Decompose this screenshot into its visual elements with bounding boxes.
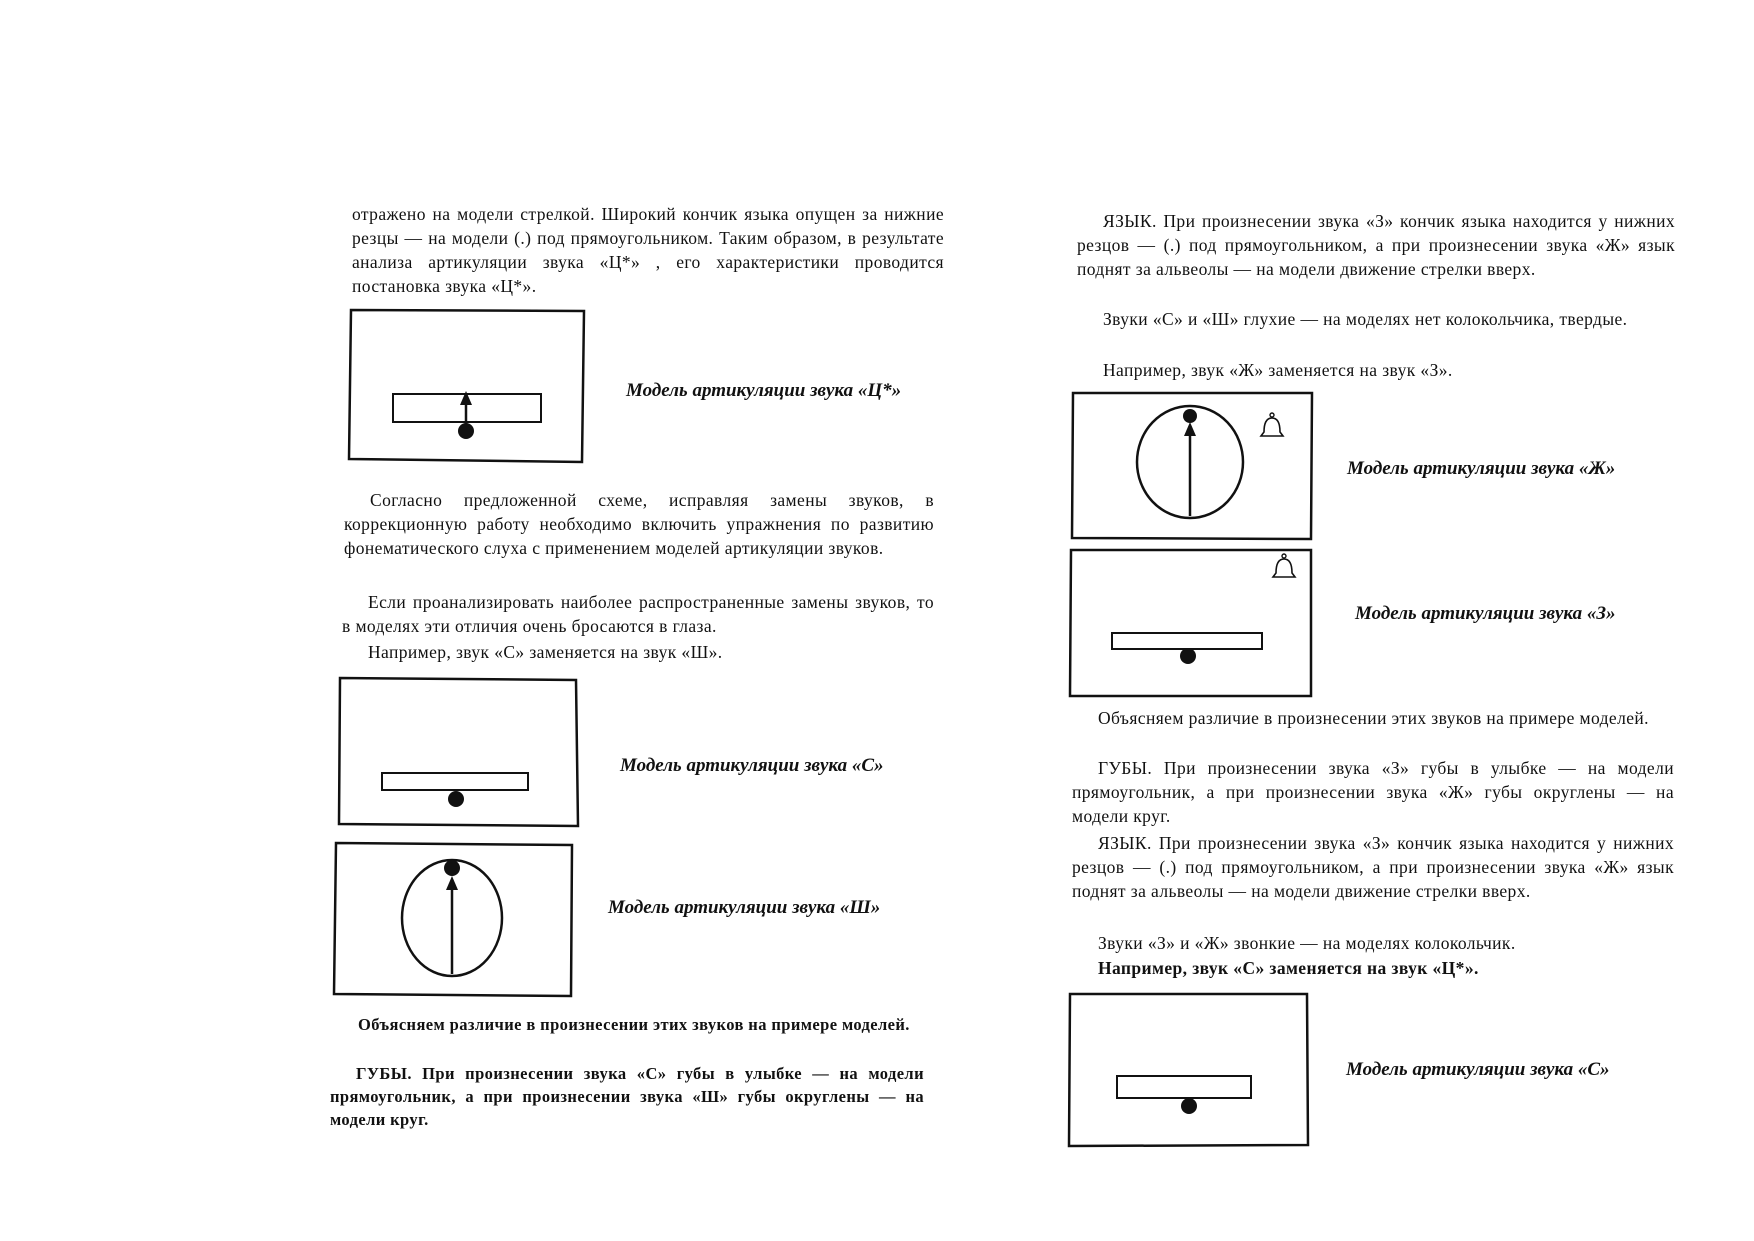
tongue-tip-dot bbox=[444, 860, 460, 876]
model-z-diagram bbox=[1068, 547, 1314, 699]
lips-rectangle bbox=[1117, 1076, 1251, 1098]
analysis-paragraph: Если проанализировать наиболее распространенные замены звуков, то в моделях эти отличия очень бросаются в глаза. bbox=[342, 592, 934, 636]
model-ts-diagram bbox=[346, 307, 590, 465]
explain-right-paragraph: Объясняем различие в произнесении этих звуков на примере моделей. bbox=[1098, 708, 1649, 728]
bell-icon bbox=[1261, 413, 1283, 436]
lips-right-paragraph: ГУБЫ. При произнесении звука «З» губы в улыбке — на модели прямоугольник, а при произнесении звука «Ж» губы округлены — на модели круг. bbox=[1072, 758, 1674, 826]
arrow-head bbox=[1184, 422, 1196, 436]
voiceless-paragraph: Звуки «С» и «Ш» глухие — на моделях нет колокольчика, твердые. bbox=[1103, 309, 1628, 329]
tongue-tip-dot bbox=[448, 791, 464, 807]
model-zh-diagram bbox=[1070, 390, 1315, 542]
example-ts-paragraph: Например, звук «С» заменяется на звук «Ц*». bbox=[1098, 958, 1479, 978]
figure-caption-sh: Модель артикуляции звука «Ш» bbox=[608, 897, 881, 918]
model-s-diagram bbox=[336, 675, 581, 830]
frame bbox=[1070, 550, 1311, 696]
frame bbox=[349, 310, 584, 462]
example-paragraph: Например, звук «С» заменяется на звук «Ш». bbox=[368, 642, 723, 662]
figure-caption-s-right: Модель артикуляции звука «С» bbox=[1346, 1059, 1610, 1080]
intro-paragraph: отражено на модели стрелкой. Широкий кончик языка опущен за нижние резцы — на модели (.) под прямоугольником. Таким образом, в результате анализа артикуляции звука «Ц*» , его характеристики проводится постановка звука «Ц*». bbox=[352, 204, 944, 296]
scheme-paragraph: Согласно предложенной схеме, исправляя замены звуков, в коррекционную работу необходимо включить упражнения по развитию фонематического слуха с применением моделей артикуляции звуков. bbox=[344, 490, 934, 558]
lips-rectangle bbox=[1112, 633, 1262, 649]
lips-rectangle bbox=[382, 773, 528, 790]
model-sh-diagram bbox=[332, 840, 577, 1000]
tongue-paragraph: ЯЗЫК. При произнесении звука «З» кончик языка находится у нижних резцов — (.) под прямоугольником, а при произнесении звука «Ж» язык поднят за альвеолы — на модели движение стрелки вверх. bbox=[1077, 211, 1675, 279]
right-page bbox=[877, 0, 1754, 1241]
tongue-tip-dot bbox=[458, 423, 474, 439]
tongue-right-paragraph: ЯЗЫК. При произнесении звука «З» кончик языка находится у нижних резцов — (.) под прямоугольником, а при произнесении звука «Ж» язык поднят за альвеолы — на модели движение стрелки вверх. bbox=[1072, 833, 1674, 901]
tongue-tip-dot bbox=[1180, 648, 1196, 664]
lips-paragraph: ГУБЫ. При произнесении звука «С» губы в улыбке — на модели прямоугольник, а при произнесении звука «Ш» губы округлены — на модели круг. bbox=[330, 1064, 924, 1129]
figure-caption-zh: Модель артикуляции звука «Ж» bbox=[1347, 458, 1616, 479]
figure-caption-ts: Модель артикуляции звука «Ц*» bbox=[626, 380, 902, 401]
model-s-right-diagram bbox=[1067, 991, 1311, 1149]
figure-caption-z: Модель артикуляции звука «З» bbox=[1355, 603, 1616, 624]
tongue-tip-dot bbox=[1183, 409, 1197, 423]
figure-caption-s: Модель артикуляции звука «С» bbox=[620, 755, 884, 776]
tongue-tip-dot bbox=[1181, 1098, 1197, 1114]
explain-paragraph: Объясняем различие в произнесении этих звуков на примере моделей. bbox=[358, 1015, 910, 1034]
arrow-head bbox=[446, 876, 458, 890]
frame bbox=[1069, 994, 1308, 1146]
bell-icon bbox=[1273, 554, 1295, 577]
voiced-paragraph: Звуки «З» и «Ж» звонкие — на моделях колокольчик. bbox=[1098, 933, 1516, 953]
example-zh-paragraph: Например, звук «Ж» заменяется на звук «З». bbox=[1103, 360, 1453, 380]
